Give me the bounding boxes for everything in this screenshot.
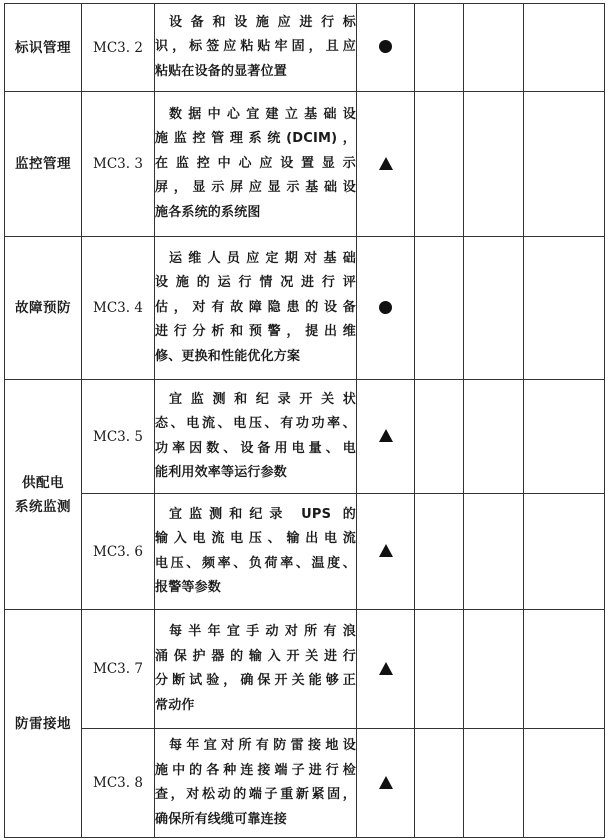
filled-circle-icon: [379, 40, 392, 53]
description-line: 确保所有线缆可靠连接: [155, 811, 288, 827]
description-line: 分断试验，确保开关能够正: [155, 673, 356, 688]
description-line: 每半年宜手动对所有浪: [169, 624, 356, 639]
empty-cell: [464, 610, 524, 729]
description-line: 进行分析和预警，提出维: [155, 324, 356, 340]
description-line: 态、电流、电压、有功功率、: [155, 416, 356, 431]
code-label: MC3. 4: [93, 300, 143, 316]
filled-triangle-icon: [379, 157, 393, 170]
category-label: 监控管理: [15, 156, 71, 172]
code-label: MC3. 6: [93, 543, 143, 560]
category-cell: [5, 237, 82, 380]
description-line: 估，对有故障隐患的设备: [155, 299, 356, 315]
code-cell: [82, 92, 155, 237]
description-cell: [155, 92, 357, 237]
description-line: 施中的各种连接端子进行检: [155, 762, 356, 778]
filled-triangle-icon: [379, 776, 393, 789]
description-line: 设施的运行情况进行评: [155, 275, 356, 291]
table-row-mc3-7: [5, 610, 605, 729]
code-label: MC3. 5: [93, 428, 143, 445]
category-cell: [5, 92, 82, 237]
empty-cell: [415, 237, 464, 380]
code-label: MC3. 2: [93, 39, 143, 56]
empty-cell: [524, 4, 605, 92]
description-line: 输入电流电压、输出电流: [155, 531, 356, 546]
filled-triangle-icon: [379, 544, 393, 557]
empty-cell: [415, 4, 464, 92]
table-row-mc3-8: [5, 729, 605, 838]
level-cell: [357, 237, 415, 380]
empty-cell: [415, 729, 464, 838]
level-cell: [357, 610, 415, 729]
empty-cell: [464, 237, 524, 380]
description-line: 报警等参数: [155, 580, 222, 595]
empty-cell: [524, 380, 605, 494]
empty-cell: [524, 610, 605, 729]
description-line: 修、更换和性能优化方案: [155, 348, 301, 364]
empty-cell: [524, 237, 605, 380]
code-label: MC3. 8: [93, 775, 143, 791]
table-row-mc3-6: [5, 494, 605, 610]
filled-triangle-icon: [379, 662, 393, 675]
description-line: 常动作: [155, 697, 195, 713]
category-label: 故障预防: [15, 300, 71, 316]
description-line: 涌保护器的输入开关进行: [155, 648, 356, 664]
level-cell: [357, 494, 415, 610]
code-label: MC3. 3: [93, 156, 143, 172]
code-cell: [82, 4, 155, 92]
description-line: 宜监测和纪录 UPS 的: [169, 506, 356, 522]
description-line: 施监控管理系统(DCIM)，: [155, 131, 356, 147]
table-row-mc3-3: [5, 92, 605, 237]
empty-cell: [464, 380, 524, 494]
level-cell: [357, 4, 415, 92]
empty-cell: [464, 4, 524, 92]
description-line: 能利用效率等运行参数: [155, 465, 288, 480]
description-line: 设备和设施应进行标: [169, 14, 356, 30]
empty-cell: [464, 729, 524, 838]
description-cell: [155, 610, 357, 729]
level-cell: [357, 729, 415, 838]
requirements-table: [4, 3, 605, 838]
category-cell: [5, 610, 82, 838]
code-cell: [82, 380, 155, 494]
filled-triangle-icon: [379, 429, 393, 442]
code-cell: [82, 494, 155, 610]
empty-cell: [464, 494, 524, 610]
category-label: 防雷接地: [15, 715, 71, 732]
table-row-mc3-5: [5, 380, 605, 494]
code-cell: [82, 610, 155, 729]
code-cell: [82, 729, 155, 838]
table-body: [5, 4, 605, 838]
empty-cell: [524, 92, 605, 237]
level-cell: [357, 92, 415, 237]
category-label: 标识管理: [15, 39, 71, 56]
table-row-mc3-2: [5, 4, 605, 92]
description-line: 识，标签应粘贴牢固，且应: [155, 39, 356, 55]
description-cell: [155, 237, 357, 380]
description-cell: [155, 4, 357, 92]
description-line: 施各系统的系统图: [155, 204, 261, 220]
category-cell: [5, 4, 82, 92]
description-cell: [155, 494, 357, 610]
empty-cell: [415, 380, 464, 494]
description-cell: [155, 729, 357, 838]
empty-cell: [524, 494, 605, 610]
description-line: 查，对松动的端子重新紧固，: [155, 787, 356, 802]
description-line: 屏，显示屏应显示基础设: [155, 180, 356, 196]
category-label: 供配电 系统监测: [15, 474, 71, 515]
empty-cell: [415, 494, 464, 610]
description-line: 每年宜对所有防雷接地设: [169, 738, 356, 753]
code-cell: [82, 237, 155, 380]
description-line: 功率因数、设备用电量、电: [155, 440, 356, 456]
empty-cell: [524, 729, 605, 838]
category-cell: [5, 380, 82, 610]
empty-cell: [415, 92, 464, 237]
description-line: 在监控中心应设置显示: [155, 155, 356, 171]
empty-cell: [464, 92, 524, 237]
empty-cell: [415, 610, 464, 729]
description-line: 宜监测和纪录开关状: [169, 391, 356, 407]
description-line: 电压、频率、负荷率、温度、: [155, 555, 356, 571]
code-label: MC3. 7: [93, 661, 143, 677]
description-line: 运维人员应定期对基础: [169, 250, 356, 266]
description-line: 粘贴在设备的显著位置: [155, 63, 288, 79]
description-cell: [155, 380, 357, 494]
description-line: 数据中心宜建立基础设: [169, 106, 356, 122]
level-cell: [357, 380, 415, 494]
table-row-mc3-4: [5, 237, 605, 380]
filled-circle-icon: [379, 301, 392, 314]
